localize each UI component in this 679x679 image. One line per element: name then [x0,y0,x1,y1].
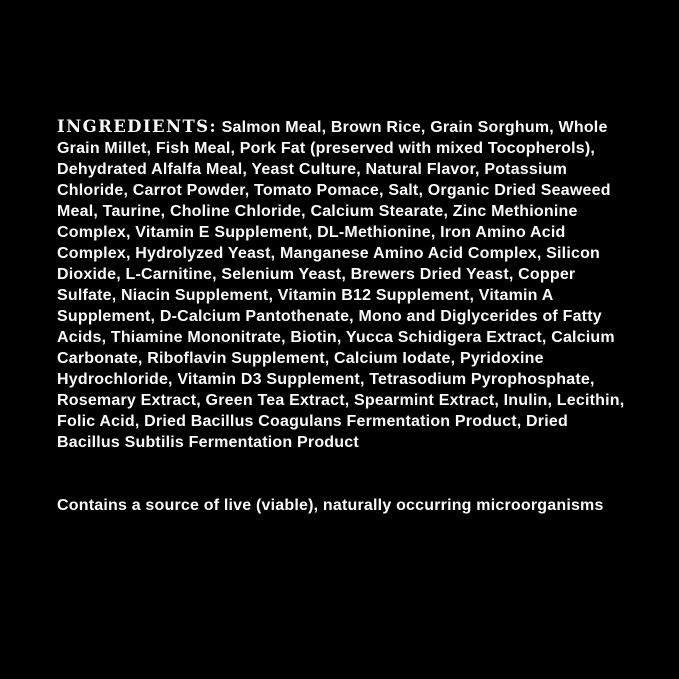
label-text-block [57,116,627,516]
microorganisms-note: Contains a source of live (viable), naturally occurring microorganisms [57,497,604,514]
ingredients-list-text: Salmon Meal, Brown Rice, Grain Sorghum, Whole Grain Millet, Fish Meal, Pork Fat (preserved with mixed Tocopherols), Dehydrated Alfalfa Meal, Yeast Culture, Natural Flavor, Potassium Chloride, Carrot Powder, Tomato Pomace, Salt, Organic Dried Seaweed Meal, Taurine, Choline Chloride, Calcium Stearate, Zinc Methionine Complex, Vitamin E Supplement, DL-Methionine, Iron Amino Acid Complex, Hydrolyzed Yeast, Manganese Amino Acid Complex, Silicon Dioxide, L-Carnitine, Selenium Yeast, Brewers Dried Yeast, Copper Sulfate, Niacin Supplement, Vitamin B12 Supplement, Vitamin A Supplement, D-Calcium Pantothenate, Mono and Diglycerides of Fatty Acids, Thiamine Mononitrate, Biotin, Yucca Schidigera Extract, Calcium Carbonate, Riboflavin Supplement, Calcium Iodate, Pyridoxine Hydrochloride, Vitamin D3 Supplement, Tetrasodium Pyrophosphate, Rosemary Extract, Green Tea Extract, Spearmint Extract, Inulin, Lecithin, Folic Acid, Dried Bacillus Coagulans Fermentation Product, Dried Bacillus Subtilis Fermentation Product [57,119,625,451]
ingredients-heading: INGREDIENTS: [57,117,217,136]
ingredients-paragraph [57,116,627,453]
